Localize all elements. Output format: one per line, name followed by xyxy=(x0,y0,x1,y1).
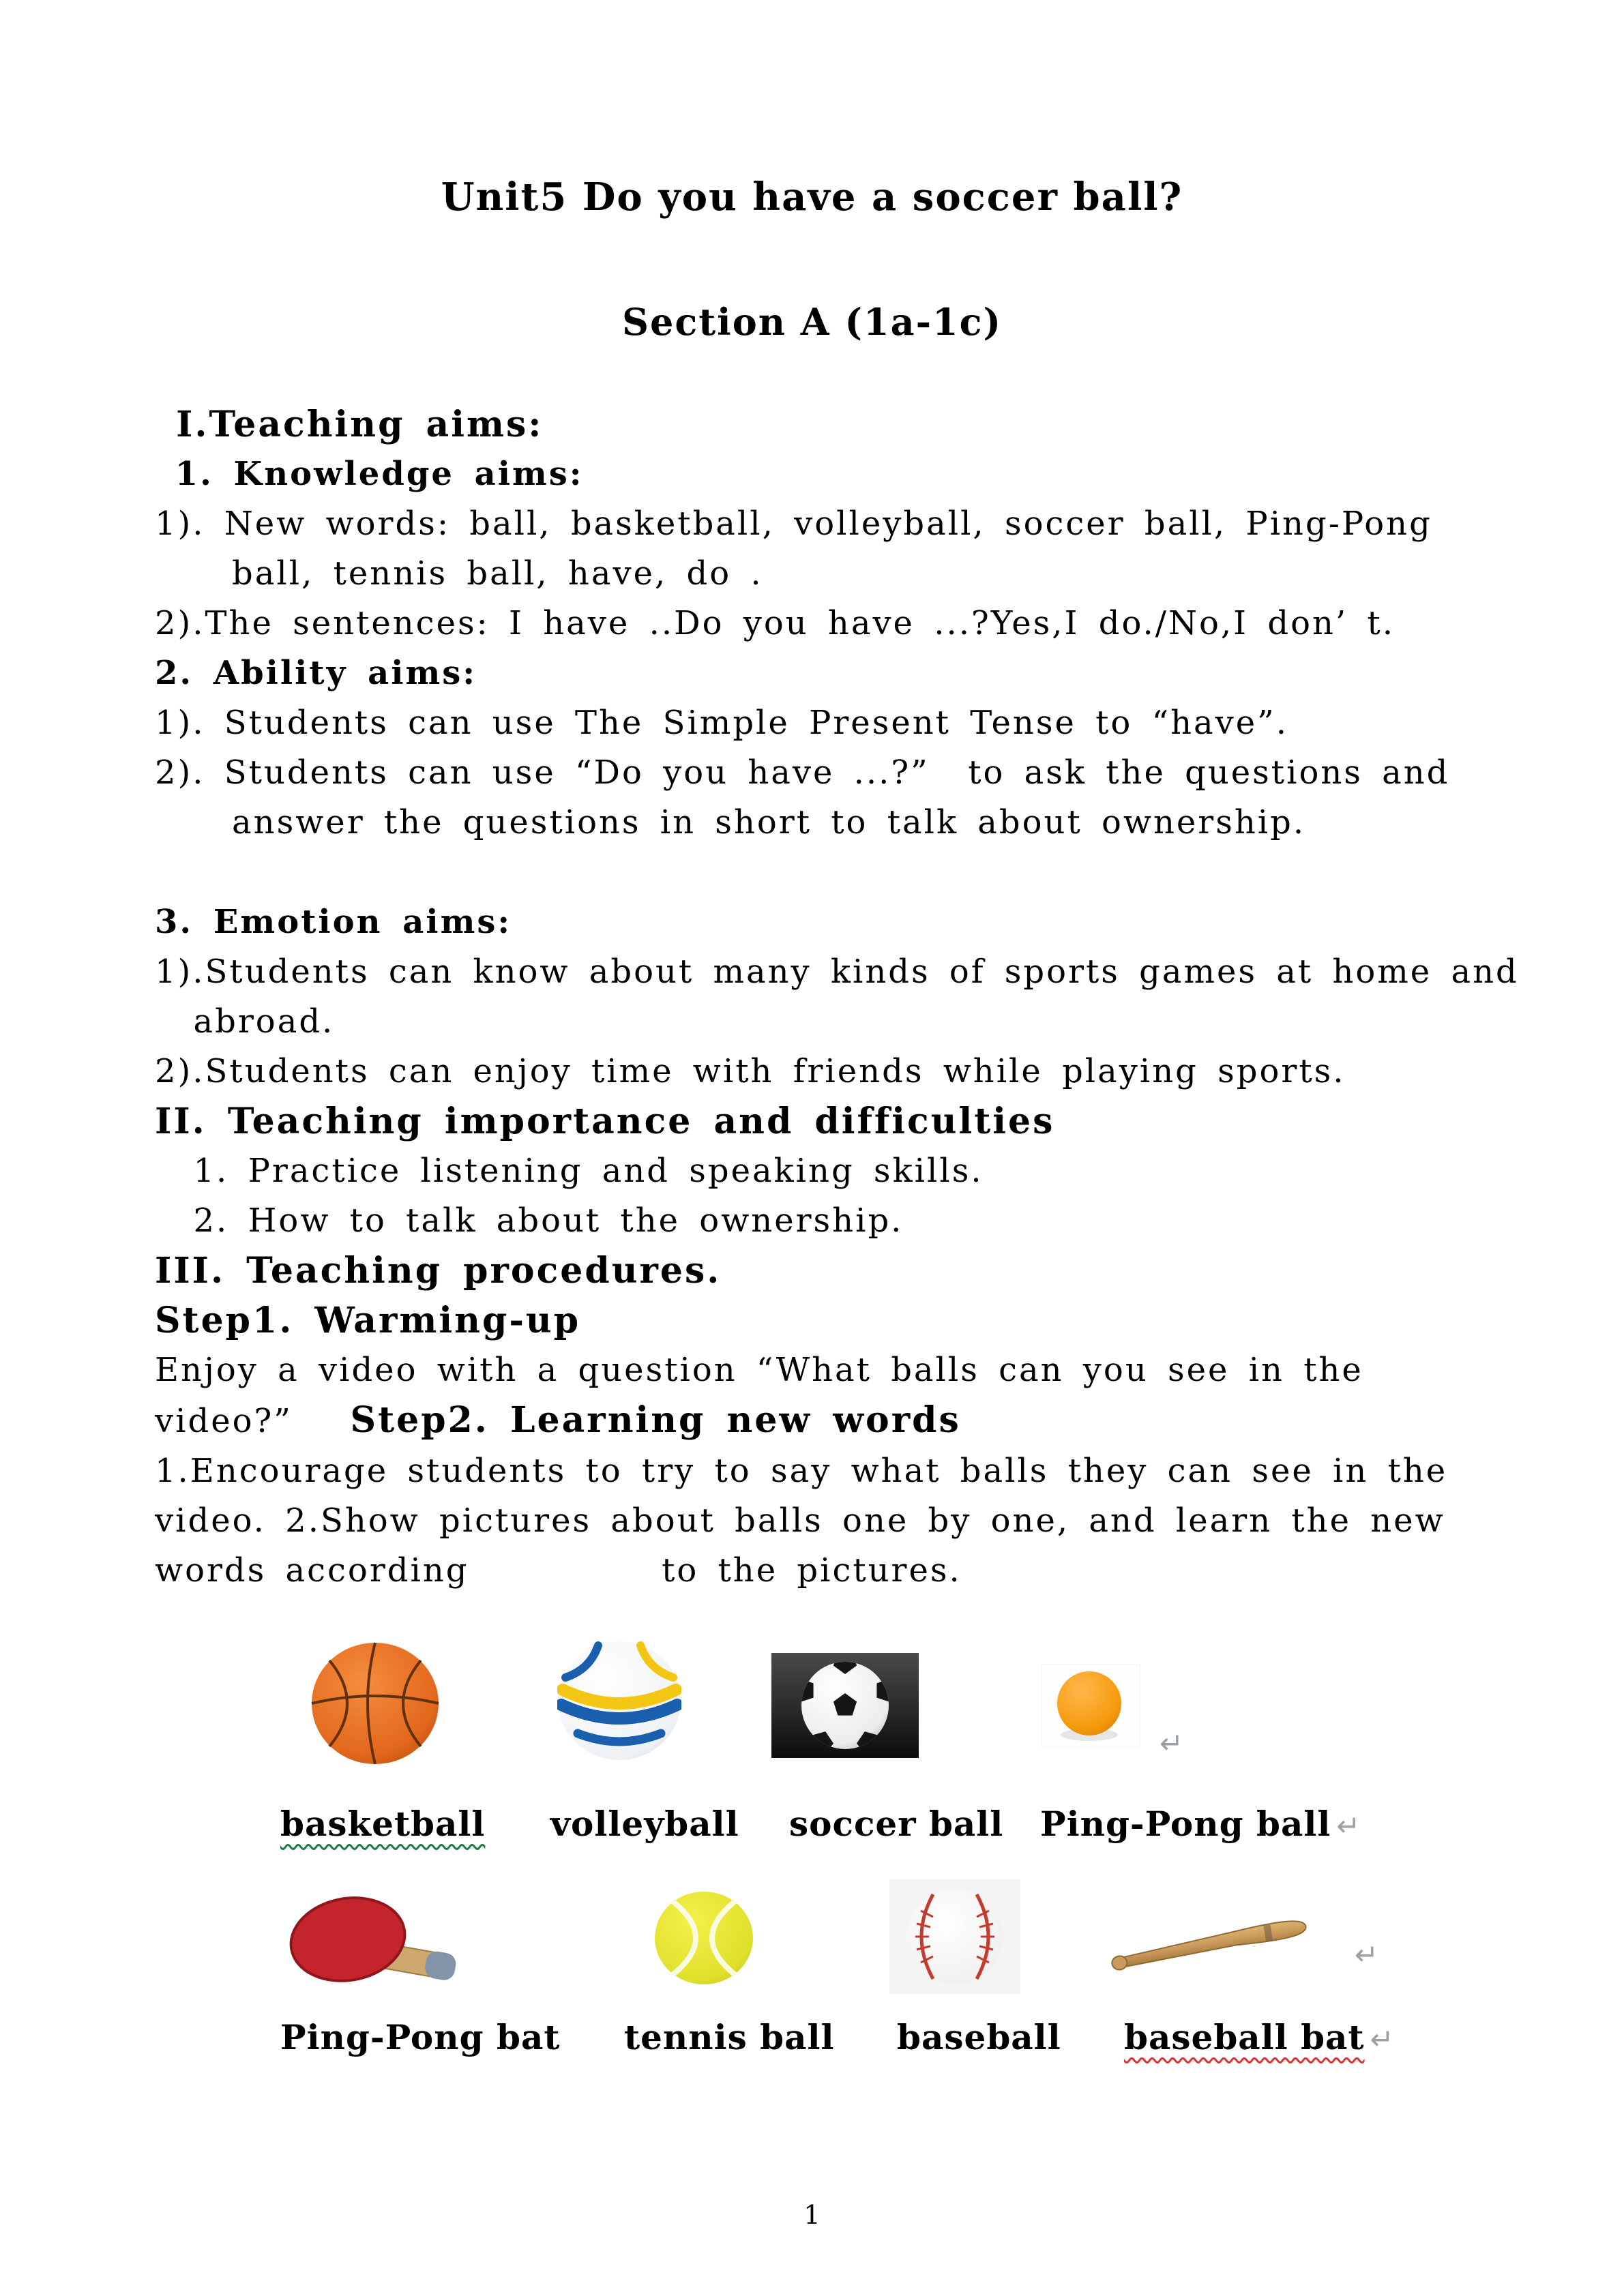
ping-pong-bat-image xyxy=(288,1889,465,1995)
caption-ping-pong-bat-text: Ping-Pong bat xyxy=(280,2017,561,2057)
caption-tennis-ball xyxy=(624,2017,835,2057)
section-subtitle: Section A (1a-1c) xyxy=(622,300,1002,344)
heading-step2: Step2. Learning new words xyxy=(350,1399,961,1441)
text-emotion-2: 2).Students can enjoy time with friends while playing sports. xyxy=(155,1052,1346,1090)
text-warmup-2: video?” xyxy=(155,1402,351,1440)
text-warmup-step2-line xyxy=(155,1395,1560,1446)
heading-knowledge-aims: 1. Knowledge aims: xyxy=(155,455,584,493)
blank-line xyxy=(155,848,1560,897)
paragraph-return-mark: ↵ xyxy=(1370,2023,1395,2056)
text-emotion-1b: abroad. xyxy=(155,1002,335,1041)
caption-basketball-text: basketball xyxy=(280,1804,486,1844)
text-warmup-1: Enjoy a video with a question “What balls can you see in the xyxy=(155,1351,1363,1389)
text-learning-words-2: video. 2.Show pictures about balls one by one, and learn the new xyxy=(155,1502,1445,1540)
text-importance-1: 1. Practice listening and speaking skills. xyxy=(155,1152,984,1190)
soccer-ball-image xyxy=(771,1653,919,1758)
heading-importance: II. Teaching importance and difficulties xyxy=(155,1101,1055,1142)
text-learning-words-3: words according to the pictures. xyxy=(155,1551,962,1590)
heading-ability-aims: 2. Ability aims: xyxy=(155,654,477,692)
ping-pong-ball-image xyxy=(1042,1664,1140,1747)
baseball-bat-image xyxy=(1099,1886,1325,1985)
caption-ping-pong-ball-text: Ping-Pong ball xyxy=(1040,1804,1331,1844)
caption-tennis-ball-text: tennis ball xyxy=(624,2017,835,2057)
text-learning-words-1: 1.Encourage students to try to say what balls they can see in the xyxy=(155,1452,1448,1490)
paragraph-return-mark: ↵ xyxy=(1355,1938,1379,1971)
caption-soccer-ball-text: soccer ball xyxy=(789,1804,1004,1844)
heading-procedures: III. Teaching procedures. xyxy=(155,1250,722,1292)
paragraph-return-mark: ↵ xyxy=(1336,1809,1361,1843)
text-new-words-2: ball, tennis ball, have, do . xyxy=(155,554,763,593)
page-number: 1 xyxy=(803,2200,821,2230)
text-new-words-1: 1). New words: ball, basketball, volleyball, soccer ball, Ping-Pong xyxy=(155,505,1432,543)
caption-ping-pong-ball xyxy=(1040,1804,1361,1844)
caption-soccer-ball xyxy=(789,1804,1003,1844)
document-body xyxy=(155,400,1560,1596)
baseball-image xyxy=(889,1879,1020,1994)
text-ability-1: 1). Students can use The Simple Present Tense to “have”. xyxy=(155,704,1288,742)
text-ability-2a: 2). Students can use “Do you have ...?” to ask the questions and xyxy=(155,754,1450,792)
heading-teaching-aims: I.Teaching aims: xyxy=(155,404,544,445)
caption-volleyball-text: volleyball xyxy=(550,1804,739,1844)
caption-baseball-text: baseball xyxy=(897,2017,1061,2057)
heading-emotion-aims: 3. Emotion aims: xyxy=(155,903,512,941)
text-importance-2: 2. How to talk about the ownership. xyxy=(155,1202,904,1240)
document-title: Unit5 Do you have a soccer ball? xyxy=(441,175,1183,220)
caption-baseball-bat xyxy=(1124,2017,1395,2057)
tennis-ball-image xyxy=(653,1890,755,1986)
text-emotion-1a: 1).Students can know about many kinds of sports games at home and xyxy=(155,953,1519,991)
basketball-image xyxy=(310,1641,440,1765)
caption-baseball-bat-text: baseball bat xyxy=(1124,2017,1365,2057)
heading-step1: Step1. Warming-up xyxy=(155,1300,581,1341)
text-ability-2b: answer the questions in short to talk about ownership. xyxy=(155,803,1306,841)
caption-baseball xyxy=(897,2017,1061,2057)
volleyball-image xyxy=(557,1641,681,1761)
caption-ping-pong-bat xyxy=(280,2017,560,2057)
paragraph-return-mark: ↵ xyxy=(1160,1727,1184,1760)
text-sentences: 2).The sentences: I have ..Do you have ...?Yes,I do./No,I don’ t. xyxy=(155,604,1395,642)
caption-volleyball xyxy=(550,1804,739,1844)
caption-basketball xyxy=(280,1804,485,1844)
